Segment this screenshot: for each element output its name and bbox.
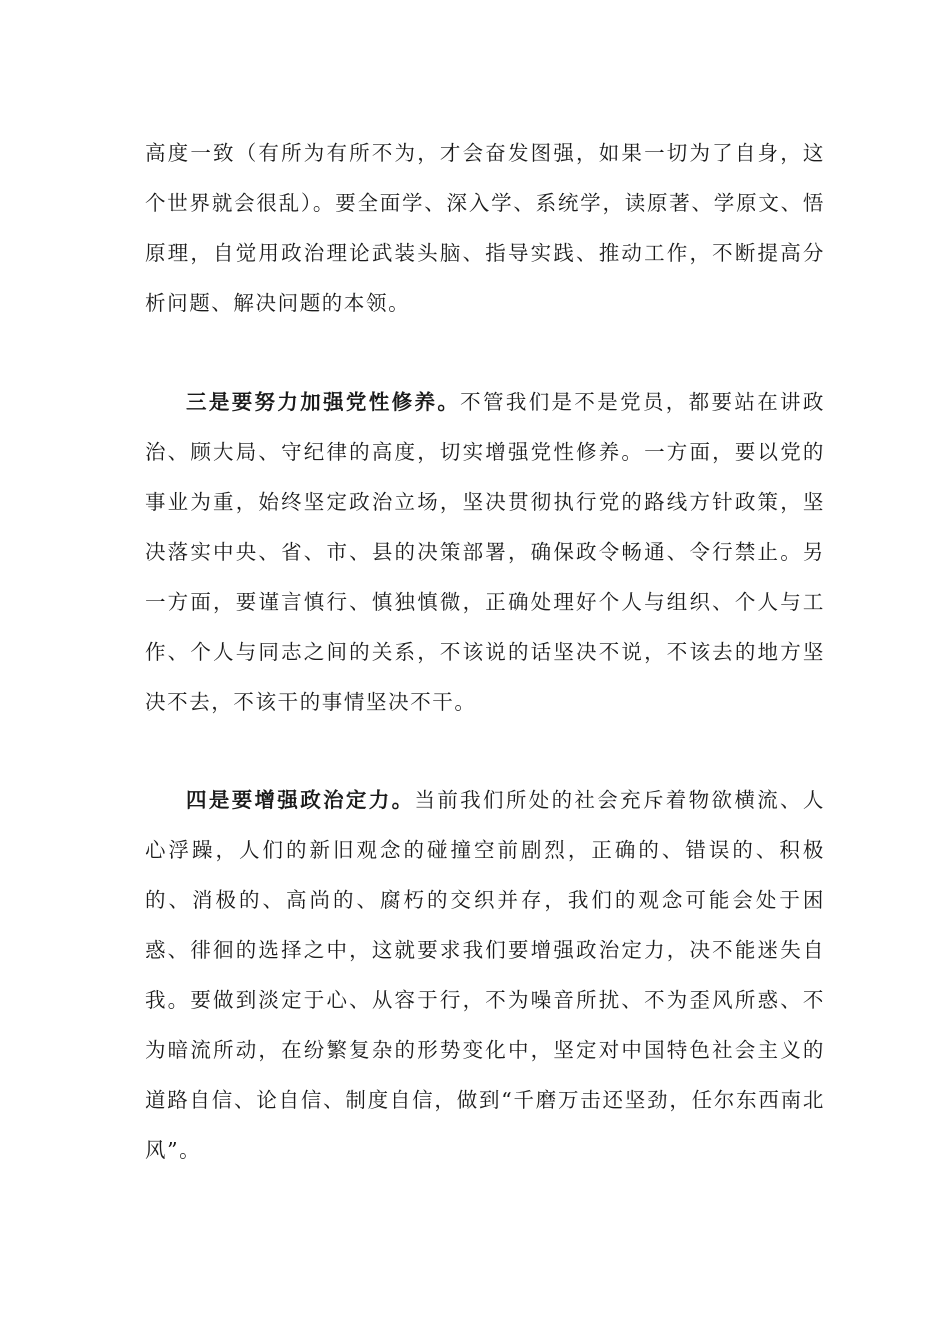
paragraph-heading: 四是要增强政治定力。 xyxy=(186,788,415,812)
paragraph-political-resolve xyxy=(145,775,825,1175)
paragraph-continuation xyxy=(145,128,825,328)
paragraph-party-spirit xyxy=(145,377,825,727)
paragraph-body: 高度一致（有所为有所不为，才会奋发图强，如果一切为了自身，这个世界就会很乱）。要全面学、深入学、系统学，读原著、学原文、悟原理，自觉用政治理论武装头脑、指导实践、推动工作，不断提高分析问题、解决问题的本领。 xyxy=(145,141,825,315)
paragraph-heading: 三是要努力加强党性修养。 xyxy=(186,390,461,414)
paragraph-body: 当前我们所处的社会充斥着物欲横流、人心浮躁，人们的新旧观念的碰撞空前剧烈，正确的、错误的、积极的、消极的、高尚的、腐朽的交织并存，我们的观念可能会处于困惑、徘徊的选择之中，这就要求我们要增强政治定力，决不能迷失自我。要做到淡定于心、从容于行，不为噪音所扰、不为歪风所惑、不为暗流所动，在纷繁复杂的形势变化中，坚定对中国特色社会主义的道路自信、论自信、制度自信，做到“千磨万击还坚劲，任尔东西南北风”。 xyxy=(145,788,825,1162)
paragraph-body: 不管我们是不是党员，都要站在讲政治、顾大局、守纪律的高度，切实增强党性修养。一方面，要以党的事业为重，始终坚定政治立场，坚决贯彻执行党的路线方针政策，坚决落实中央、省、市、县的决策部署，确保政令畅通、令行禁止。另一方面，要谨言慎行、慎独慎微，正确处理好个人与组织、个人与工作、个人与同志之间的关系，不该说的话坚决不说，不该去的地方坚决不去，不该干的事情坚决不干。 xyxy=(145,390,825,714)
